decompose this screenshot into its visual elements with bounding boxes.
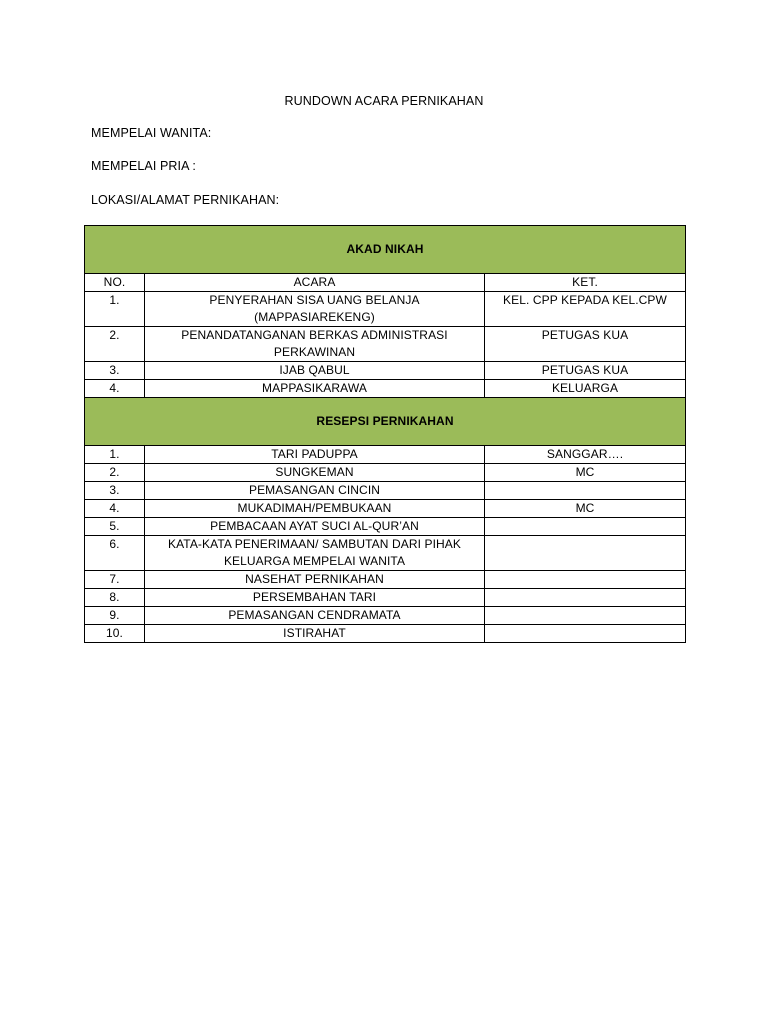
table-row	[85, 380, 686, 398]
column-header-acara: ACARA	[145, 274, 485, 292]
row-ket	[485, 589, 686, 607]
section-header-akad	[85, 226, 686, 274]
row-ket: PETUGAS KUA	[485, 327, 686, 362]
row-ket: SANGGAR….	[485, 446, 686, 464]
row-no: 6.	[85, 536, 145, 571]
table-row	[85, 446, 686, 464]
row-acara: MAPPASIKARAWA	[145, 380, 485, 398]
column-header-no: NO.	[85, 274, 145, 292]
table-row	[85, 536, 686, 571]
row-no: 10.	[85, 625, 145, 643]
row-ket	[485, 571, 686, 589]
section-header-resepsi	[85, 398, 686, 446]
table-row	[85, 589, 686, 607]
row-acara: NASEHAT PERNIKAHAN	[145, 571, 485, 589]
groom-label: MEMPELAI PRIA :	[91, 159, 197, 173]
row-no: 3.	[85, 362, 145, 380]
table-row	[85, 292, 686, 327]
row-no: 1.	[85, 292, 145, 327]
rundown-table	[84, 225, 686, 643]
row-acara: ISTIRAHAT	[145, 625, 485, 643]
table-row	[85, 625, 686, 643]
row-no: 2.	[85, 327, 145, 362]
row-acara: PEMASANGAN CINCIN	[145, 482, 485, 500]
row-acara: MUKADIMAH/PEMBUKAAN	[145, 500, 485, 518]
row-no: 4.	[85, 500, 145, 518]
row-no: 7.	[85, 571, 145, 589]
row-no: 8.	[85, 589, 145, 607]
section-title-akad: AKAD NIKAH	[85, 226, 686, 274]
table-row	[85, 464, 686, 482]
row-acara: PENYERAHAN SISA UANG BELANJA (MAPPASIAREKENG)	[145, 292, 485, 327]
table-row	[85, 607, 686, 625]
table-row	[85, 327, 686, 362]
row-no: 2.	[85, 464, 145, 482]
row-acara: PENANDATANGANAN BERKAS ADMINISTRASI PERKAWINAN	[145, 327, 485, 362]
section-title-resepsi: RESEPSI PERNIKAHAN	[85, 398, 686, 446]
row-ket: KELUARGA	[485, 380, 686, 398]
column-header-row	[85, 274, 686, 292]
row-no: 9.	[85, 607, 145, 625]
row-ket	[485, 518, 686, 536]
row-ket	[485, 482, 686, 500]
row-ket: KEL. CPP KEPADA KEL.CPW	[485, 292, 686, 327]
row-ket	[485, 607, 686, 625]
row-ket: MC	[485, 500, 686, 518]
bride-label: MEMPELAI WANITA:	[91, 126, 212, 140]
row-acara: TARI PADUPPA	[145, 446, 485, 464]
row-no: 3.	[85, 482, 145, 500]
table-row	[85, 362, 686, 380]
row-no: 5.	[85, 518, 145, 536]
document-title: RUNDOWN ACARA PERNIKAHAN	[284, 94, 484, 108]
table-row	[85, 482, 686, 500]
row-ket	[485, 625, 686, 643]
row-acara: KATA-KATA PENERIMAAN/ SAMBUTAN DARI PIHAK KELUARGA MEMPELAI WANITA	[145, 536, 485, 571]
table-row	[85, 518, 686, 536]
row-acara: PERSEMBAHAN TARI	[145, 589, 485, 607]
row-acara: PEMBACAAN AYAT SUCI AL-QUR’AN	[145, 518, 485, 536]
column-header-ket: KET.	[485, 274, 686, 292]
row-acara: SUNGKEMAN	[145, 464, 485, 482]
table-row	[85, 571, 686, 589]
row-no: 4.	[85, 380, 145, 398]
location-label: LOKASI/ALAMAT PERNIKAHAN:	[91, 193, 280, 207]
row-acara: IJAB QABUL	[145, 362, 485, 380]
row-ket: MC	[485, 464, 686, 482]
row-no: 1.	[85, 446, 145, 464]
table-row	[85, 500, 686, 518]
row-ket	[485, 536, 686, 571]
row-acara: PEMASANGAN CENDRAMATA	[145, 607, 485, 625]
row-ket: PETUGAS KUA	[485, 362, 686, 380]
